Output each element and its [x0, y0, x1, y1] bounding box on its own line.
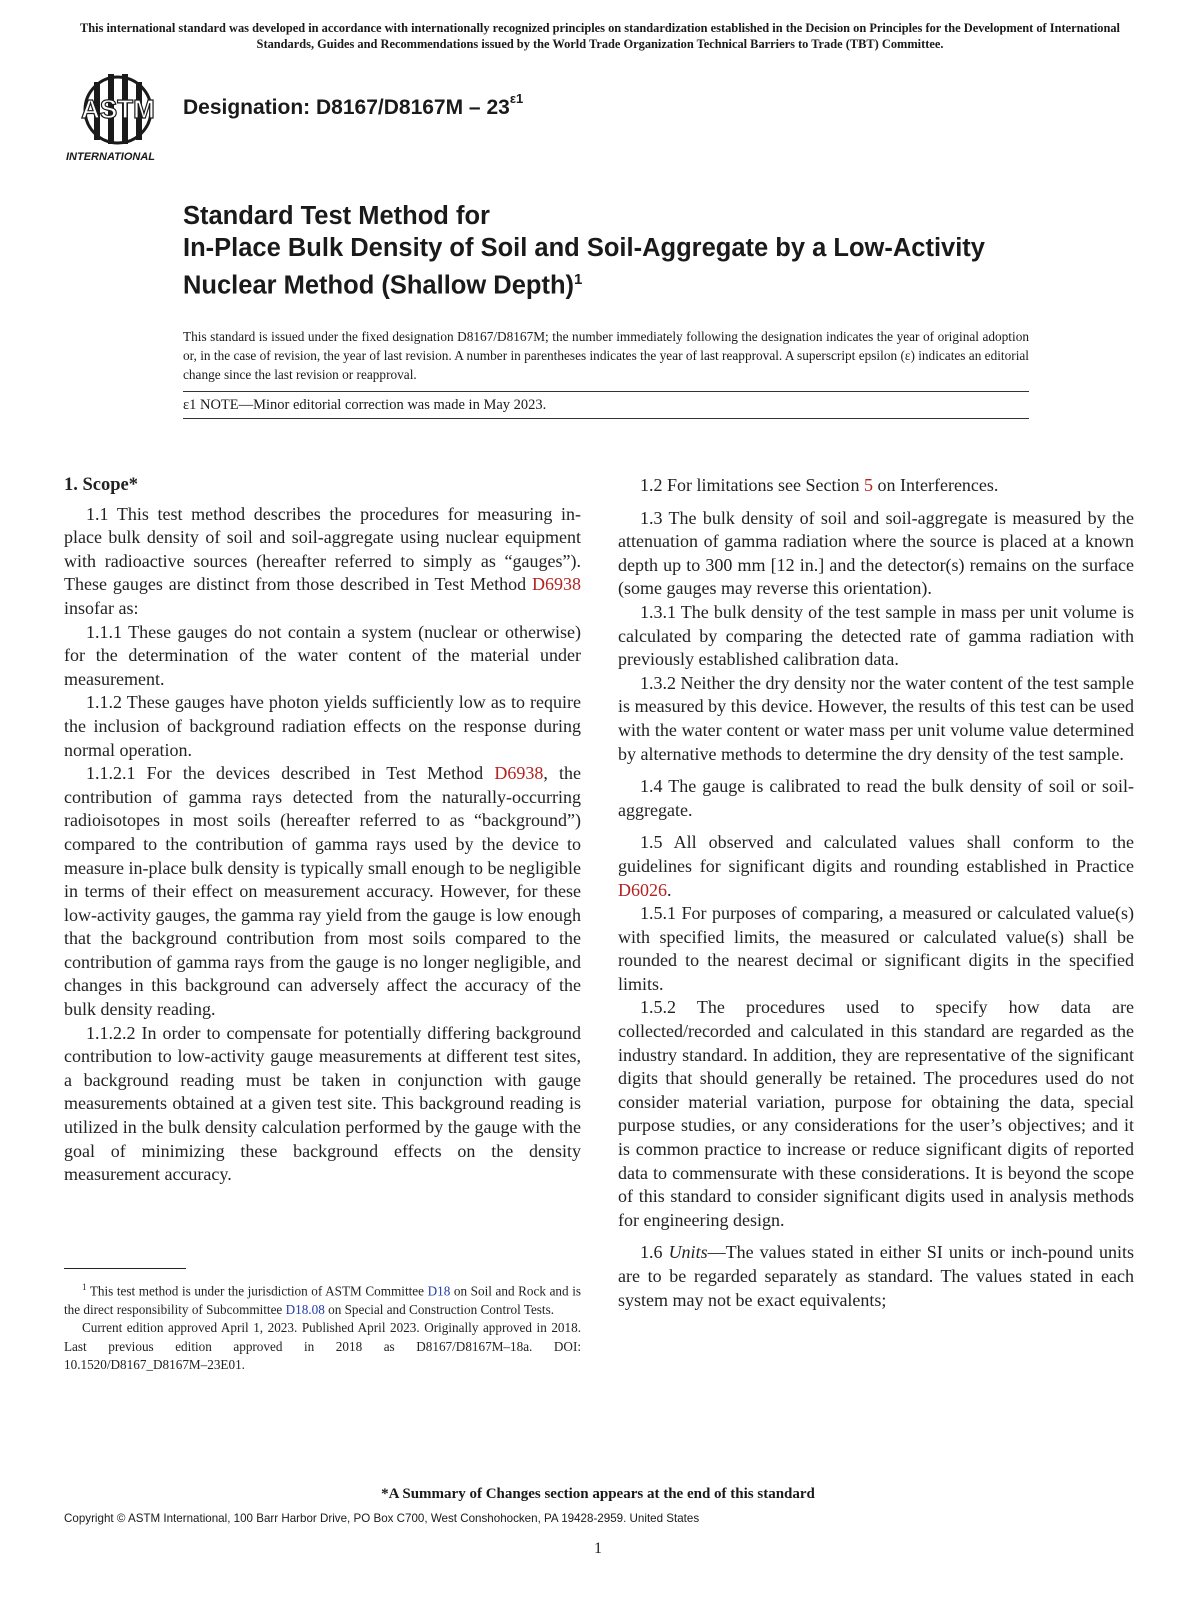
title-line-1: Standard Test Method for: [183, 202, 490, 230]
subcommittee-link-d18-08[interactable]: D18.08: [285, 1301, 325, 1317]
left-column: [64, 474, 581, 1187]
paragraph-1-1-1: 1.1.1 These gauges do not contain a system (nuclear or otherwise) for the determination of the water content of the material under measurement.: [64, 621, 581, 689]
logo-subtext: INTERNATIONAL: [66, 151, 156, 163]
paragraph-1-1: 1.1 This test method describes the procedures for measuring in-place bulk density of soil and soil-aggregate using nuclear equipment with radioactive sources (hereafter referred to simply as “gauges”). These gauges are distinct from those described in Test Method D6938 insofar as:: [64, 503, 581, 618]
designation: [183, 91, 524, 120]
paragraph-1-3: 1.3 The bulk density of soil and soil-aggregate is measured by the attenuation of gamma radiation where the source is placed at a known depth up to 300 mm [12 in.] and the detector(s) remains on the surface (some gauges may reverse this orientation).: [618, 507, 1134, 599]
reference-link-section-5[interactable]: 5: [863, 475, 873, 495]
reference-link-d6026[interactable]: D6026: [618, 879, 667, 900]
header-notice: This international standard was developed in accordance with internationally recognized principles on standardization established in the Decision on Principles for the Development of International Standards, Guides and Recommendations issued by the World Trade Organization Technical Barriers to Trade (TBT) Committee.: [79, 21, 1121, 51]
editorial-note-mark: ε1: [183, 397, 197, 413]
paragraph-1-2: 1.2 For limitations see Section 5 on Interferences.: [640, 475, 999, 495]
paragraph-1-1-2-2: 1.1.2.2 In order to compensate for potentially differing background contribution to low-activity gauge measurements at different test sites, a background reading must be taken in conjunction with gauge measurements obtained at a given test site. This background reading is utilized in the bulk density calculation performed by the gauge with the goal of minimizing these background effects on the density measurement accuracy.: [64, 1022, 581, 1185]
reference-link-d6938[interactable]: D6938: [494, 763, 544, 784]
astm-logo-icon: [64, 68, 174, 168]
editorial-note-text: NOTE—Minor editorial correction was made in May 2023.: [199, 397, 547, 413]
paragraph-1-1-2: 1.1.2 These gauges have photon yields sufficiently low as to require the inclusion of background radiation effects on the response during normal operation.: [64, 692, 581, 760]
paragraph-1-6: 1.6 Units—The values stated in either SI units or inch-pound units are to be regarded separately as standard. The values stated in each system may not be exact equivalents;: [618, 1242, 1134, 1310]
footnote-1: $^1$ This test method is under the jurisdiction of ASTM Committee D18 on Soil and Rock and is the direct responsibility of Subcommittee D18.08 on Special and Construction Control Tests.: [64, 1282, 581, 1317]
committee-link-d18[interactable]: D18: [427, 1283, 451, 1299]
paragraph-1-5-1: 1.5.1 For purposes of comparing, a measured or calculated value(s) with specified limits, the measured or calculated value(s) shall be rounded to the nearest decimal or significant digits in the specified limits.: [618, 903, 1134, 994]
note-divider-bottom: [183, 418, 1029, 419]
designation-label: Designation: D8167/D8167M – 23: [183, 96, 510, 119]
page-number: 1: [594, 1540, 602, 1557]
copyright: Copyright © ASTM International, 100 Barr Harbor Drive, PO Box C700, West Conshohocken, PA 19428-2959. United States: [64, 1512, 700, 1525]
paragraph-1-4: 1.4 The gauge is calibrated to read the bulk density of soil or soil-aggregate.: [618, 776, 1134, 820]
paragraph-1-1-2-1: 1.1.2.1 For the devices described in Test Method D6938, the contribution of gamma rays detected from the naturally-occurring radioisotopes in most soils (hereafter referred to as “background”) compared to the contribution of gamma rays used by the device to measure in-place bulk density is typically small enough to be negligible in terms of their effect on measurement accuracy. However, for these low-activity gauges, the gamma ray yield from the gauge is low enough that the background contribution from most soils compared to the contribution of gamma rays from the gauge is no longer negligible, and changes in this background can adversely affect the accuracy of the bulk density reading.: [64, 763, 582, 1020]
reference-link-d6938[interactable]: D6938: [532, 574, 581, 595]
document-title: [183, 200, 1063, 302]
footnote-divider: [64, 1268, 186, 1269]
paragraph-1-5-2: 1.5.2 The procedures used to specify how data are collected/recorded and calculated in this standard are regarded as the industry standard. In addition, they are representative of the significant digits that should generally be retained. The procedures used do not consider material variation, purpose for obtaining the data, special purpose studies, or any considerations for the user’s objectives; and it is common practice to increase or reduce significant digits of reported data to commensurate with these considerations. It is beyond the scope of this standard to consider significant digits used in analysis methods for engineering design.: [618, 997, 1134, 1230]
title-line-2: In-Place Bulk Density of Soil and Soil-Aggregate by a Low-Activity Nuclear Method (Shallow Depth): [183, 234, 985, 300]
paragraph-1-3-1: 1.3.1 The bulk density of the test sample in mass per unit volume is calculated by comparing the detected rate of gamma radiation with previously established calibration data.: [618, 601, 1134, 670]
summary-of-changes-note: *A Summary of Changes section appears at the end of this standard: [381, 1486, 815, 1502]
logo-text: ASTM: [81, 94, 155, 124]
astm-logo: [64, 68, 174, 168]
paragraph-1-5: 1.5 All observed and calculated values shall conform to the guidelines for significant digits and rounding established in Practice D6026.: [618, 832, 1134, 900]
title-line-2-wrap: [183, 232, 1063, 302]
footnotes: [64, 1278, 581, 1375]
paragraph-1-3-2: 1.3.2 Neither the dry density nor the water content of the test sample is measured by this device. However, the results of this test can be used with the water content or water mass per unit volume value determined by alternative methods to determine the dry density of the test sample.: [618, 672, 1134, 764]
designation-superscript: ε1: [509, 91, 524, 106]
footnote-edition: Current edition approved April 1, 2023. Published April 2023. Originally approved in 2018. Last previous edition approved in 2018 as D8167/D8167M–18a. DOI: 10.1520/D8167_D8167M–23E01.: [64, 1320, 581, 1373]
section-heading-scope: 1. Scope*: [64, 475, 138, 495]
editorial-note: [183, 395, 546, 415]
issue-note: This standard is issued under the fixed designation D8167/D8167M; the number immediately following the designation indicates the year of original adoption or, in the case of revision, the year of last revision. A number in parentheses indicates the year of last reapproval. A superscript epsilon (ε) indicates an editorial change since the last revision or reapproval.: [183, 329, 1029, 382]
title-footnote-mark: 1: [574, 271, 583, 288]
note-divider-top: [183, 391, 1029, 392]
right-column: [618, 474, 1134, 1312]
